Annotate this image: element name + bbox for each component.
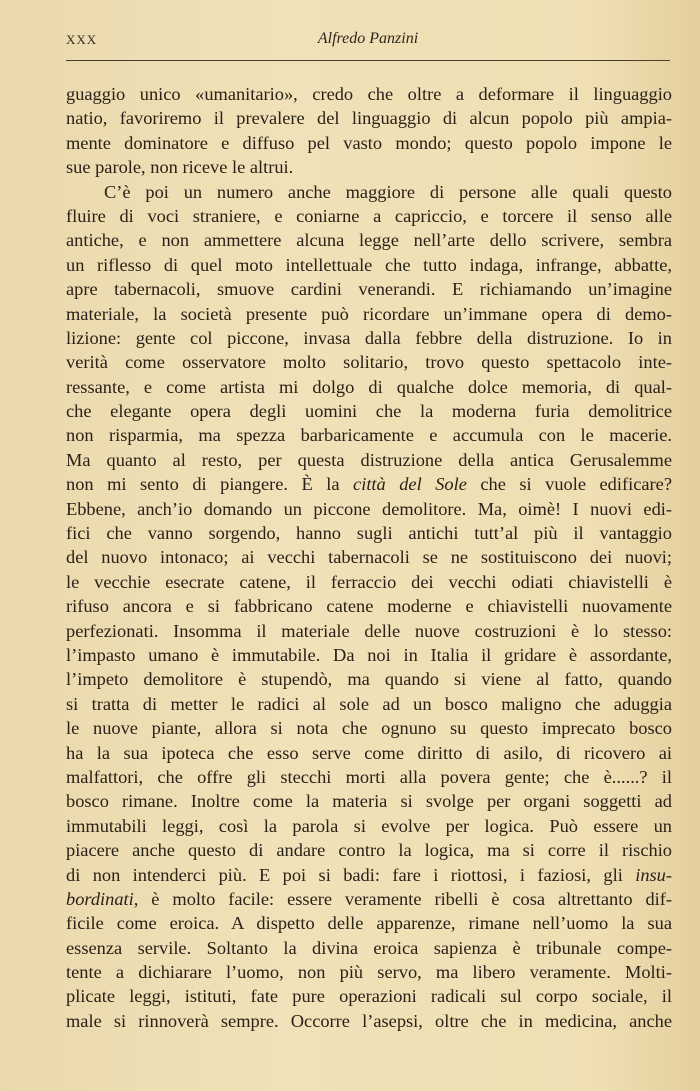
text-line: antiche, e non ammettere alcuna legge nell’arte dello scrivere, sembra: [66, 230, 672, 251]
text-line: tente a dichiarare l’uomo, non più servo, ma libero veramente. Molti-: [66, 962, 672, 983]
header-rule: [66, 60, 670, 61]
text-line: che elegante opera degli uomini che la moderna furia demolitrice: [66, 401, 672, 422]
page-number: XXX: [66, 32, 98, 47]
text-line: essenza servile. Soltanto la divina eroica sapienza è tribunale compe-: [66, 937, 672, 958]
text-line: del nuovo intonaco; ai vecchi tabernacoli se ne sostituiscono dei nuovi;: [66, 547, 672, 568]
paragraph-start-line: C’è poi un numero anche maggiore di persone alle quali questo: [104, 181, 672, 202]
text-line: perfezionati. Insomma il materiale delle nuove costruzioni è lo stesso:: [66, 620, 672, 641]
text-line: piacere anche questo di andare contro la logica, ma si corre il rischio: [66, 840, 672, 861]
running-title: Alfredo Panzini: [317, 30, 419, 47]
text-line: materiale, la società presente può ricordare un’immane opera di demo-: [66, 303, 672, 324]
text-line: malfattori, che offre gli stecchi morti alla povera gente; che è......? il: [66, 766, 672, 787]
text-line: natio, favoriremo il prevalere del linguaggio di alcun popolo più ampia-: [66, 108, 672, 129]
text-line: Ma quanto al resto, per questa distruzione della antica Gerusalemme: [66, 449, 672, 470]
text-line: immutabili leggi, così la parola si evolve per logica. Può essere un: [66, 815, 672, 836]
text-line: bosco rimane. Inoltre come la materia si svolge per organi soggetti ad: [66, 791, 672, 812]
text-line: apre tabernacoli, smuove cardini venerandi. E richiamando un’imagine: [66, 279, 672, 300]
text-line: le nuove piante, allora si nota che ognuno su questo imprecato bosco: [66, 718, 672, 739]
text-line: mente dominatore e diffuso pel vasto mondo; questo popolo impone le: [66, 132, 672, 153]
text-line: plicate leggi, istituti, fate pure operazioni radicali sul corpo sociale, il: [66, 986, 672, 1007]
page-header: [66, 30, 670, 54]
text-line: ficile come eroica. A dispetto delle apparenze, rimane nell’uomo la sua: [66, 913, 672, 934]
text-line-start: non mi sento di piangere. È la: [66, 474, 354, 495]
text-line-start: di non intenderci più. E poi si badi: fare i riottosi, i faziosi, gli: [66, 864, 636, 885]
text-line: non risparmia, ma spezza barbaricamente e accumula con le macerie.: [66, 425, 672, 446]
text-line: ressante, e come artista mi dolgo di qualche dolce memoria, di qual-: [66, 376, 672, 397]
text-line: si tratta di metter le radici al sole ad un bosco maligno che aduggia: [66, 693, 672, 714]
text-line: l’impasto umano è immutabile. Da noi in Italia il gridare è assordante,: [66, 644, 672, 665]
text-line: guaggio unico «umanitario», credo che oltre a deformare il linguaggio: [66, 84, 672, 104]
text-line: rifuso ancora e si fabbricano catene moderne e chiavistelli nuovamente: [66, 596, 672, 617]
text-line: sue parole, non riceve le altrui.: [66, 157, 294, 178]
text-line: le vecchie esecrate catene, il ferraccio dei vecchi odiati chiavistelli è: [66, 571, 672, 592]
text-line: [66, 472, 672, 496]
text-line: lizione: gente col piccone, invasa dalla febbre della distruzione. Io in: [66, 327, 672, 348]
italic-word: insu-: [635, 864, 672, 885]
text-line: [66, 887, 672, 911]
text-line: ha la sua ipoteca che esso serve come diritto di asilo, di ricovero ai: [66, 742, 672, 763]
body-text: [66, 82, 672, 1033]
text-line: l’impeto demolitore è stupendò, ma quando si viene al fatto, quando: [66, 669, 672, 690]
italic-phrase: città del Sole: [353, 474, 467, 495]
text-line-end: , è molto facile: essere veramente ribelli è cosa altrettanto dif-: [133, 888, 672, 909]
text-line: Ebbene, anch’io domando un piccone demolitore. Ma, oimè! I nuovi edi-: [66, 498, 672, 519]
text-line: [66, 863, 672, 887]
text-line: fluire di voci straniere, e coniarne a capriccio, e torcere il senso alle: [66, 205, 672, 226]
text-line-end: che si vuole edificare?: [466, 474, 672, 495]
text-line: un riflesso di quel moto intellettuale che tutto indaga, infrange, abbatte,: [66, 254, 672, 275]
text-line: male si rinnoverà sempre. Occorre l’asepsi, oltre che in medicina, anche: [66, 1010, 672, 1031]
italic-word: bordinati: [66, 888, 134, 909]
text-line: verità come osservatore molto solitario, trovo questo spettacolo inte-: [66, 352, 672, 373]
text-line: fici che vanno sorgendo, hanno sugli antichi tutt’al più il vantaggio: [66, 523, 672, 544]
